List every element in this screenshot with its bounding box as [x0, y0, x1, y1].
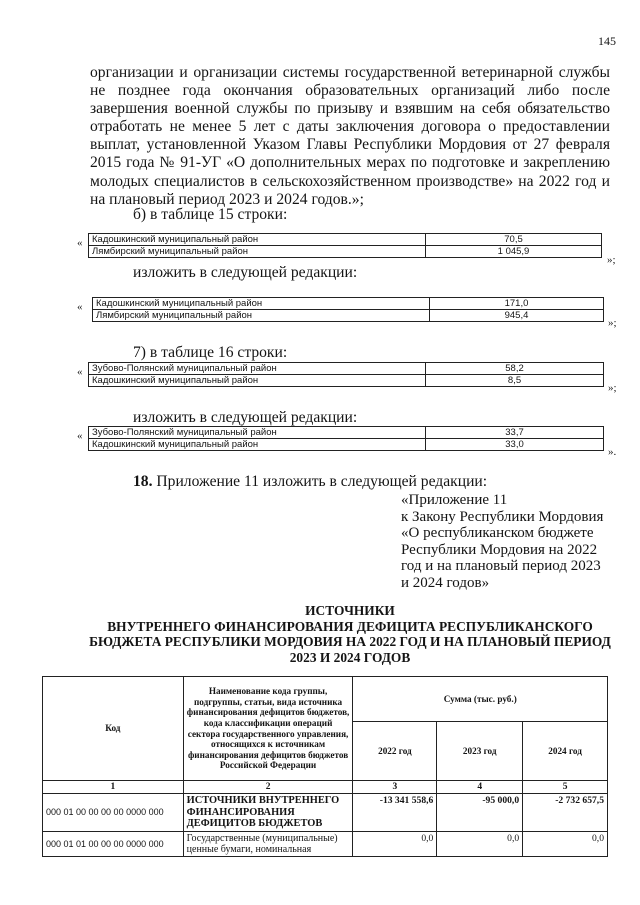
col-number: 5 [523, 781, 608, 794]
paragraph-line: отработать не менее 5 лет с даты заключения договора о предоставлении [90, 118, 610, 136]
paragraph-line: молодых специалистов в сельскохозяйственном производстве» на 2022 год и [90, 172, 610, 190]
appendix-line: и 2024 годов» [401, 574, 490, 591]
table16-new [88, 426, 604, 451]
district-value: 8,5 [426, 375, 604, 387]
row-value-2022: -13 341 558,6 [353, 794, 437, 832]
district-value: 171,0 [430, 298, 604, 310]
item-18-number: 18. [133, 473, 153, 490]
col-name-header: Наименование кода группы, подгруппы, статьи, вида источника финансирования дефицитов бюджетов, кода классификации операций сектора государственного управления, относящихся к источникам финансирования дефицитов бюджетов Российской Федерации [183, 677, 353, 781]
col-number: 3 [353, 781, 437, 794]
row-code: 000 01 01 00 00 00 0000 000 [43, 831, 184, 856]
row-code: 000 01 00 00 00 00 0000 000 [43, 794, 184, 832]
row-value-2023: 0,0 [437, 831, 523, 856]
paragraph-line: выплат, установленной Указом Главы Республики Мордовия от 27 февраля [90, 136, 610, 154]
quote-open: « [77, 366, 83, 378]
year-2024-header: 2024 год [523, 722, 608, 781]
body-paragraph [90, 64, 610, 209]
replace-phrase: изложить в следующей редакции: [133, 409, 358, 426]
appendix-line: «О республиканском бюджете [401, 525, 594, 542]
table-row [89, 439, 604, 451]
paragraph-line: организации и организации системы государственной ветеринарной службы [90, 64, 610, 81]
district-name: Лямбирский муниципальный район [89, 246, 426, 258]
replace-phrase: изложить в следующей редакции: [133, 264, 358, 281]
heading-line: ИСТОЧНИКИ [305, 603, 395, 618]
appendix-line: к Закону Республики Мордовия [401, 508, 604, 525]
table-row [93, 298, 604, 310]
col-code-header: Код [43, 677, 184, 781]
document-heading [70, 603, 630, 665]
district-name: Кадошкинский муниципальный район [93, 298, 430, 310]
table15-old [88, 233, 602, 258]
table-row [89, 375, 604, 387]
page-number: 145 [598, 34, 616, 48]
paragraph-line: не позднее года окончания образовательных организаций либо после [90, 82, 610, 100]
item-7-text: 7) в таблице 16 строки: [133, 344, 288, 361]
quote-close: »; [608, 382, 617, 394]
district-value: 70,5 [426, 234, 602, 246]
district-value: 33,7 [426, 427, 604, 439]
table16-old [88, 362, 604, 387]
item-18-text: Приложение 11 изложить в следующей редакции: [156, 473, 488, 490]
row-value-2023: -95 000,0 [437, 794, 523, 832]
row-value-2024: 0,0 [523, 831, 608, 856]
header-row [43, 677, 608, 722]
table-row [93, 310, 604, 322]
table-row [89, 427, 604, 439]
district-name: Кадошкинский муниципальный район [89, 234, 426, 246]
row-name: ИСТОЧНИКИ ВНУТРЕННЕГО ФИНАНСИРОВАНИЯ ДЕФИЦИТОВ БЮДЖЕТОВ [183, 794, 353, 832]
paragraph-line: 2015 года № 91-УГ «О дополнительных мерах по подготовке и закреплению [90, 154, 610, 172]
table-row [89, 246, 602, 258]
col-number: 2 [183, 781, 353, 794]
district-name: Кадошкинский муниципальный район [89, 439, 426, 451]
year-2022-header: 2022 год [353, 722, 437, 781]
district-name: Лямбирский муниципальный район [93, 310, 430, 322]
table-row [43, 794, 608, 832]
district-value: 945,4 [430, 310, 604, 322]
district-value: 33,0 [426, 439, 604, 451]
table-row [89, 234, 602, 246]
item-b-text: б) в таблице 15 строки: [133, 206, 288, 223]
col-number: 4 [437, 781, 523, 794]
quote-open: « [77, 237, 83, 249]
quote-close: »; [608, 317, 617, 329]
district-value: 58,2 [426, 363, 604, 375]
row-value-2024: -2 732 657,5 [523, 794, 608, 832]
district-value: 1 045,9 [426, 246, 602, 258]
quote-close: ». [608, 446, 617, 458]
quote-close: »; [607, 254, 616, 266]
row-name: Государственные (муниципальные) ценные бумаги, номинальная [183, 831, 353, 856]
appendix-line: «Приложение 11 [401, 492, 508, 508]
col-sum-header: Сумма (тыс. руб.) [353, 677, 608, 722]
financing-sources-table [42, 676, 608, 857]
district-name: Кадошкинский муниципальный район [89, 375, 426, 387]
col-number: 1 [43, 781, 184, 794]
row-value-2022: 0,0 [353, 831, 437, 856]
appendix-line: Республики Мордовия на 2022 [401, 541, 598, 558]
quote-open: « [77, 430, 83, 442]
heading-line: ВНУТРЕННЕГО ФИНАНСИРОВАНИЯ ДЕФИЦИТА РЕСПУБЛИКАНСКОГО [107, 618, 593, 634]
item-18 [133, 473, 487, 491]
paragraph-line: на плановый период 2023 и 2024 годов.»; [90, 190, 364, 208]
table15-new [92, 297, 604, 322]
heading-line: 2023 И 2024 ГОДОВ [289, 649, 411, 665]
appendix-caption [401, 492, 611, 592]
quote-open: « [77, 301, 83, 313]
table-row [89, 363, 604, 375]
appendix-line: год и на плановый период 2023 [401, 558, 601, 575]
table-row [43, 831, 608, 856]
year-2023-header: 2023 год [437, 722, 523, 781]
column-number-row [43, 781, 608, 794]
district-name: Зубово-Полянский муниципальный район [89, 427, 426, 439]
heading-line: БЮДЖЕТА РЕСПУБЛИКИ МОРДОВИЯ НА 2022 ГОД И НА ПЛАНОВЫЙ ПЕРИОД [89, 634, 611, 649]
district-name: Зубово-Полянский муниципальный район [89, 363, 426, 375]
paragraph-line: завершения военной службы по призыву и взявшим на себя обязательство [90, 100, 610, 118]
